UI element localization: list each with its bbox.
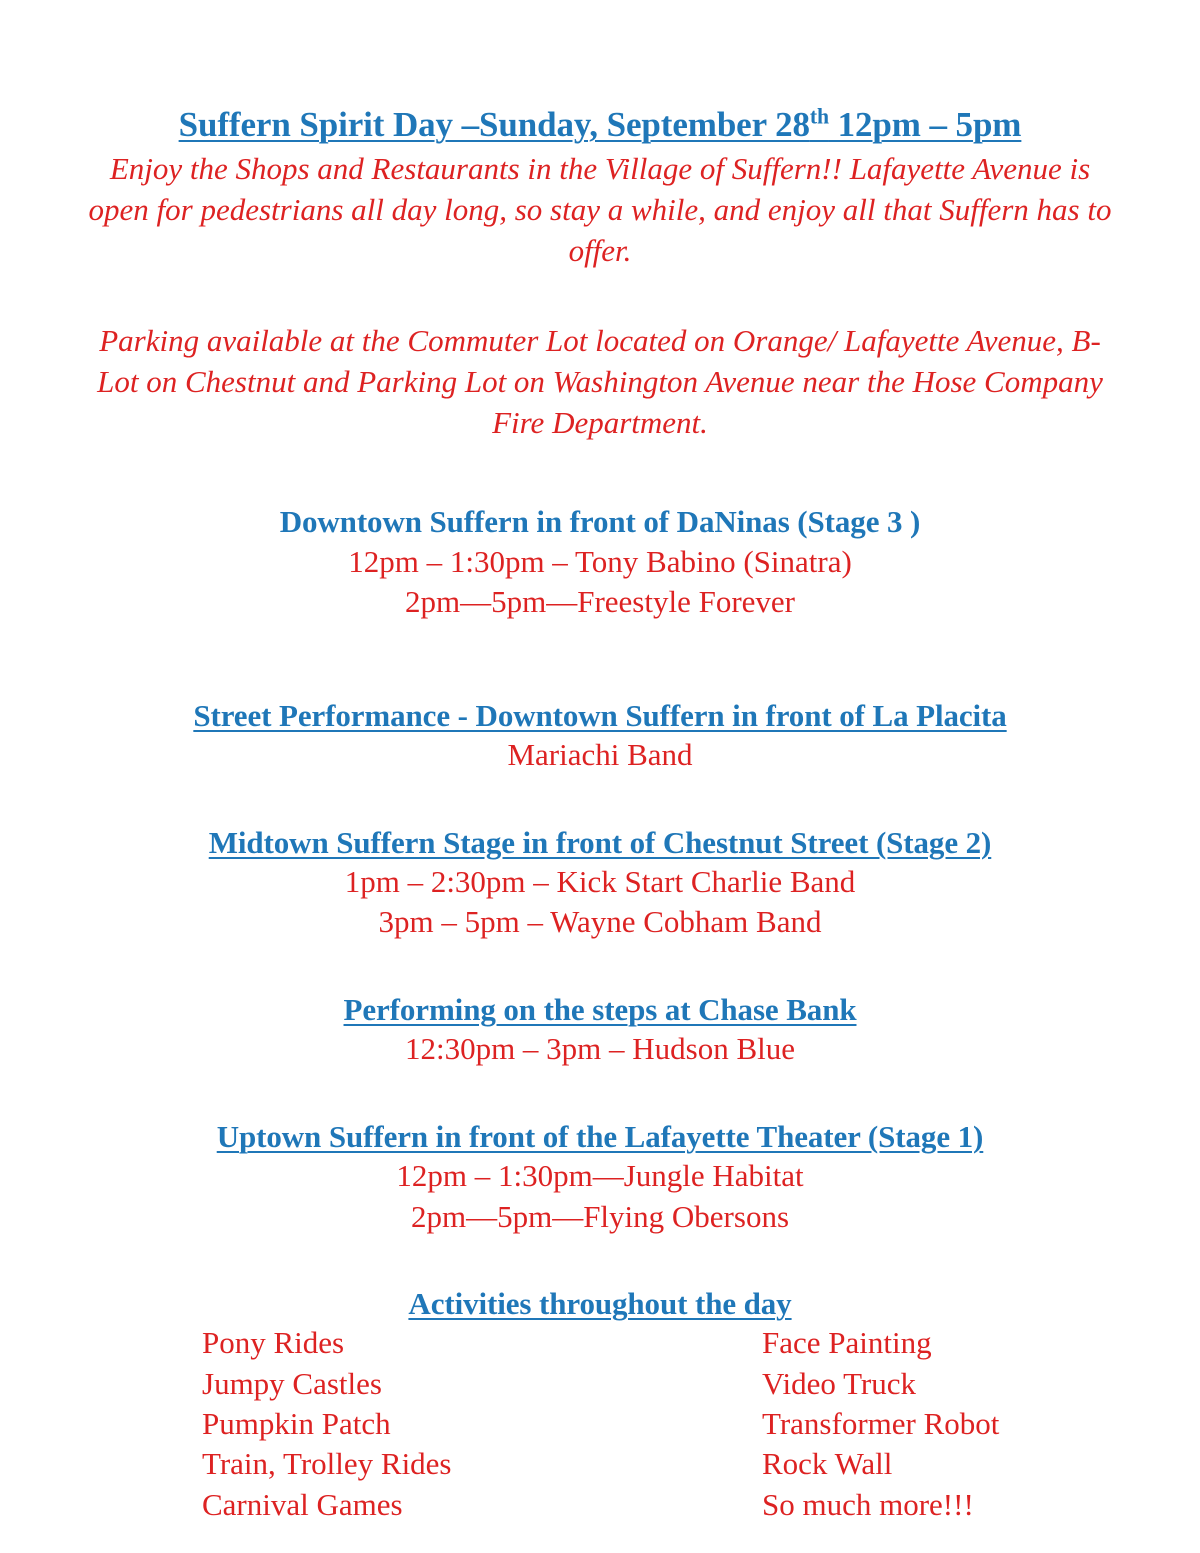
parking-paragraph: Parking available at the Commuter Lot located on Orange/ Lafayette Avenue, B-Lot on Chestnut and Parking Lot on Washington Avenue near the Hose Company Fire Department. xyxy=(97,322,1103,441)
activity-item: Face Painting xyxy=(762,1325,932,1361)
activity-item: Train, Trolley Rides xyxy=(202,1446,452,1482)
section-line: 2pm—5pm—Freestyle Forever xyxy=(404,584,795,620)
spacer xyxy=(80,623,1120,697)
section-line: 12pm – 1:30pm – Tony Babino (Sinatra) xyxy=(348,543,852,579)
activity-item: Transformer Robot xyxy=(762,1405,1000,1441)
title-time-range: 12pm – 5pm xyxy=(828,105,1022,144)
title-ordinal-suffix: th xyxy=(809,104,829,129)
page-title xyxy=(80,104,1120,146)
spacer xyxy=(80,776,1120,824)
activities-list xyxy=(180,1323,1020,1524)
activities-grid xyxy=(202,1323,1020,1524)
section-heading-street-performance: Street Performance - Downtown Suffern in front of La Placita xyxy=(193,697,1007,733)
section-line: Mariachi Band xyxy=(507,736,693,772)
activity-item: So much more!!! xyxy=(762,1486,974,1522)
section-line: 12:30pm – 3pm – Hudson Blue xyxy=(404,1031,796,1067)
section-line: 3pm – 5pm – Wayne Cobham Band xyxy=(378,904,822,940)
spacer xyxy=(80,272,1120,320)
section-heading-chase-bank: Performing on the steps at Chase Bank xyxy=(343,991,857,1027)
section-line: 1pm – 2:30pm – Kick Start Charlie Band xyxy=(344,863,856,899)
intro-paragraph: Enjoy the Shops and Restaurants in the Village of Suffern!! Lafayette Avenue is open for pedestrians all day long, so stay a while, and enjoy all that Suffern has to offer. xyxy=(88,151,1112,269)
activity-item: Carnival Games xyxy=(202,1486,403,1522)
activity-item: Rock Wall xyxy=(762,1446,893,1482)
activity-item: Pony Rides xyxy=(202,1325,345,1361)
section-heading-uptown-lafayette-theater: Uptown Suffern in front of the Lafayette Theater (Stage 1) xyxy=(216,1118,984,1154)
spacer xyxy=(80,1070,1120,1118)
spacer xyxy=(80,1237,1120,1285)
spacer xyxy=(80,443,1120,503)
section-heading-activities: Activities throughout the day xyxy=(408,1286,792,1322)
spacer xyxy=(80,943,1120,991)
section-heading-midtown-chestnut: Midtown Suffern Stage in front of Chestnut Street (Stage 2) xyxy=(208,824,992,860)
activity-item: Pumpkin Patch xyxy=(202,1405,391,1441)
section-heading-downtown-daninas: Downtown Suffern in front of DaNinas (Stage 3 ) xyxy=(279,504,921,540)
section-line: 12pm – 1:30pm—Jungle Habitat xyxy=(396,1157,804,1193)
activity-item: Video Truck xyxy=(762,1365,917,1401)
section-line: 2pm—5pm—Flying Obersons xyxy=(410,1198,790,1234)
activity-item: Jumpy Castles xyxy=(202,1365,382,1401)
flyer-content xyxy=(80,0,1120,1525)
title-main: Suffern Spirit Day –Sunday, September 28 xyxy=(178,105,810,144)
